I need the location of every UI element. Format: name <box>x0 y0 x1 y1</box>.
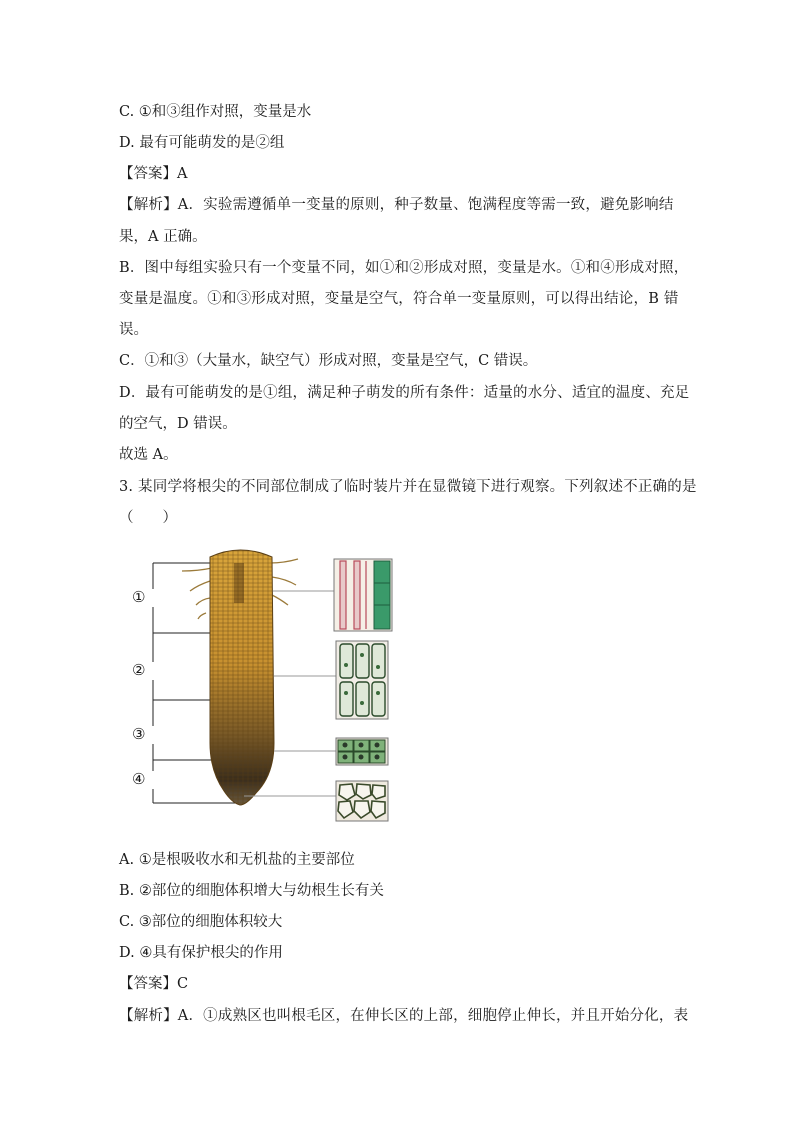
option-d: D. ④具有保护根尖的作用 <box>119 945 283 961</box>
panel-meristem-zone <box>336 738 388 765</box>
panel-elongation-zone <box>336 641 388 719</box>
label-zone-3: ③ <box>132 725 146 743</box>
analysis-4: 变量是温度。①和③形成对照，变量是空气，符合单一变量原则，可以得出结论，B 错 <box>119 291 679 307</box>
choose-line: 故选 A。 <box>119 447 178 463</box>
question-3: 3. 某同学将根尖的不同部位制成了临时装片并在显微镜下进行观察。下列叙述不正确的是 <box>119 479 697 495</box>
analysis-1: 【解析】A．实验需遵循单一变量的原则，种子数量、饱满程度等需一致，避免影响结 <box>119 197 674 213</box>
analysis-9: 【解析】A．①成熟区也叫根毛区，在伸长区的上部，细胞停止伸长，并且开始分化，表 <box>119 1008 689 1024</box>
option-b: B. ②部位的细胞体积增大与幼根生长有关 <box>119 883 384 899</box>
analysis-2: 果，A 正确。 <box>119 229 207 245</box>
analysis-3: B．图中每组实验只有一个变量不同，如①和②形成对照，变量是水。①和④形成对照， <box>119 260 689 276</box>
label-zone-2: ② <box>132 661 146 679</box>
analysis-7: D．最有可能萌发的是①组，满足种子萌发的所有条件：适量的水分、适宜的温度、充足 <box>119 385 690 401</box>
panel-root-cap <box>336 781 388 821</box>
line-c: C. ①和③组作对照，变量是水 <box>119 104 312 120</box>
option-c: C. ③部位的细胞体积较大 <box>119 914 283 930</box>
answer-2: 【答案】C <box>119 976 189 992</box>
label-zone-4: ④ <box>132 770 146 788</box>
answer-1: 【答案】A <box>119 166 188 182</box>
label-zone-1: ① <box>132 588 146 606</box>
panel-mature-zone <box>334 559 392 631</box>
analysis-5: 误。 <box>119 322 148 338</box>
option-a: A. ①是根吸收水和无机盐的主要部位 <box>119 852 355 868</box>
question-3-blank: （ ） <box>119 510 177 526</box>
analysis-6: C．①和③（大量水，缺空气）形成对照，变量是空气，C 错误。 <box>119 353 538 369</box>
analysis-8: 的空气，D 错误。 <box>119 416 237 432</box>
root-tip-figure <box>128 543 398 828</box>
line-d: D. 最有可能萌发的是②组 <box>119 135 285 151</box>
